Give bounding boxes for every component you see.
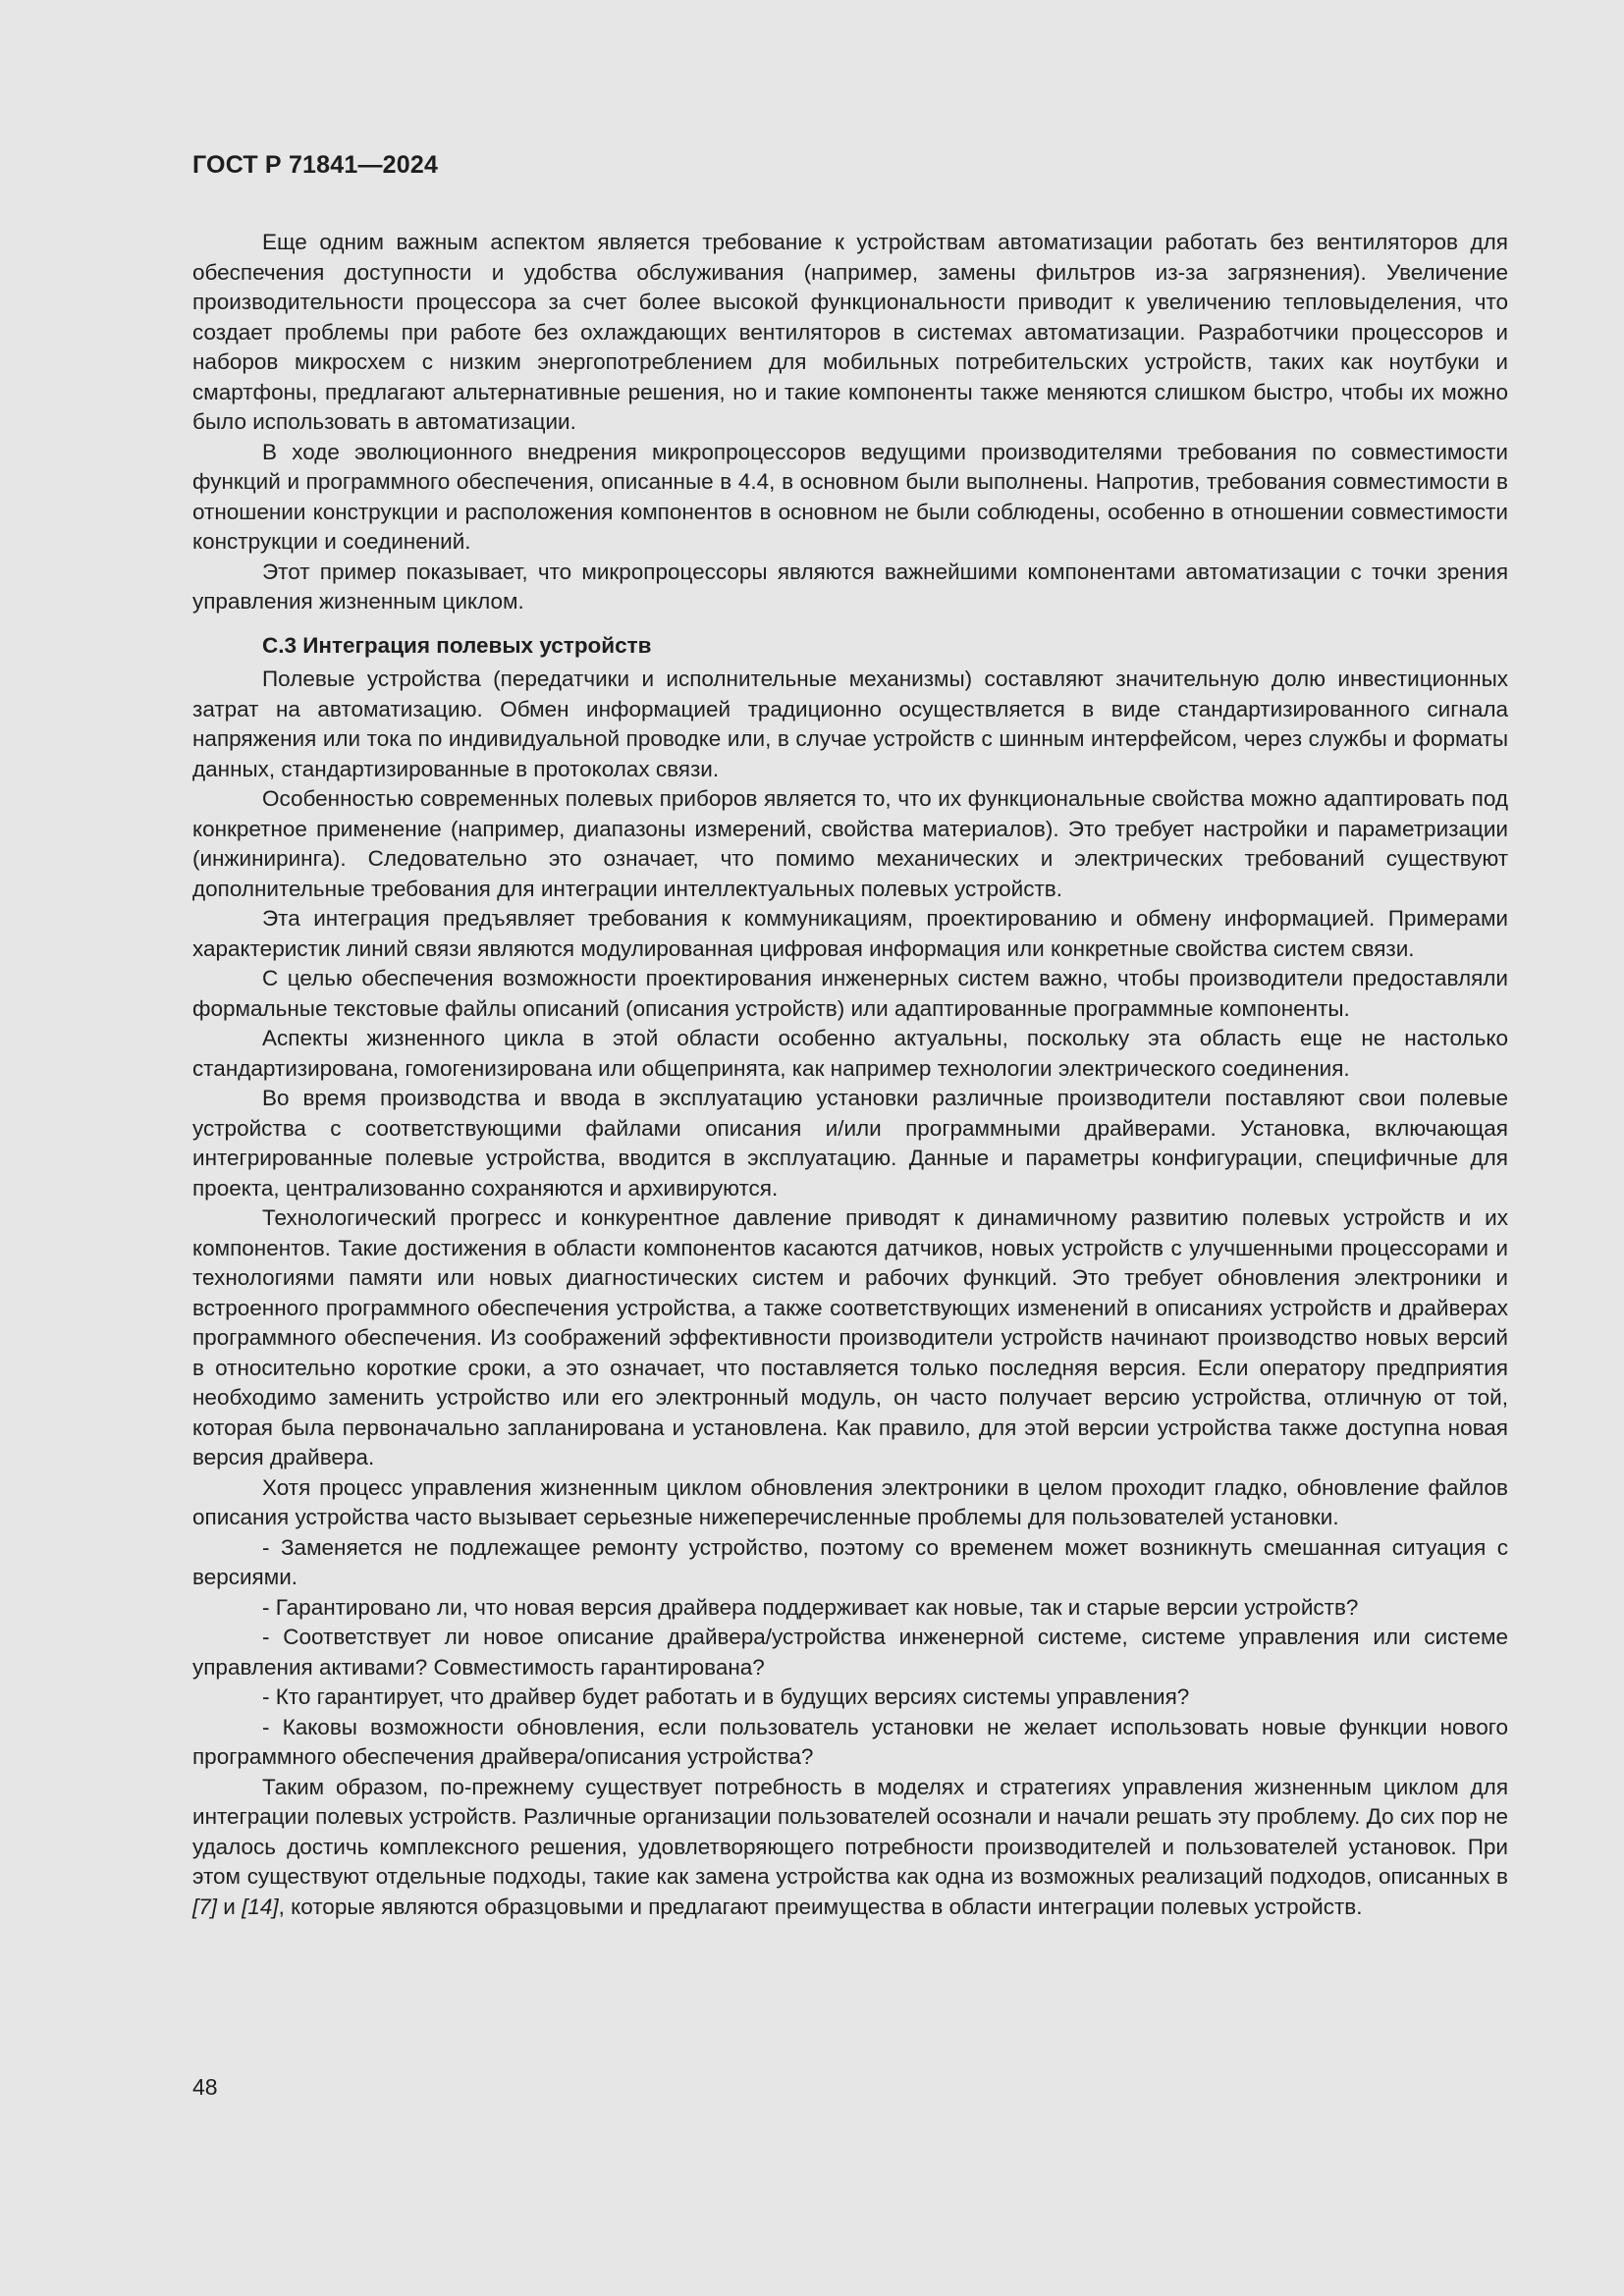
paragraph-conclusion [192, 1773, 1508, 1923]
conclusion-text-before: Таким образом, по-прежнему существует потребность в моделях и стратегиях управления жизненным циклом для интеграции полевых устройств. Различные организации пользователей осознали и начали решать эту проблему. До сих пор не удалось достичь комплексного решения, удовлетворяющего потребности производителей и пользователей установок. При этом существуют отдельные подходы, такие как замена устройства как одна из возможных реализаций подходов, описанных в [192, 1774, 1508, 1889]
citation-reference: [7] [192, 1894, 218, 1919]
list-item: - Гарантировано ли, что новая версия драйвера поддерживает как новые, так и старые версии устройств? [262, 1594, 1359, 1620]
list-item: - Заменяется не подлежащее ремонту устройство, поэтому со временем может возникнуть смешанная ситуация с версиями. [192, 1534, 1508, 1589]
paragraph-technological-progress: Технологический прогресс и конкурентное давление приводят к динамичному развитию полевых устройств и их компонентов. Такие достижения в области компонентов касаются датчиков, новых устройств с улучшенными процессорами и технологиями памяти или новых диагностических систем и рабочих функций. Это требует обновления электроники и встроенного программного обеспечения устройства, а также соответствующих изменений в описаниях устройств и драйверах программного обеспечения. Из соображений эффективности производители устройств начинают производство новых версий в относительно короткие сроки, а это означает, что поставляется только последняя версия. Если оператору предприятия необходимо заменить устройство или его электронный модуль, он часто получает версию устройства, отличную от той, которая была первоначально запланирована и установлена. Как правило, для этой версии устройства также доступна новая версия драйвера. [192, 1205, 1508, 1469]
list-item: - Кто гарантирует, что драйвер будет работать и в будущих версиях системы управления? [262, 1684, 1190, 1709]
problem-list [192, 1533, 1508, 1773]
conclusion-text-after: , которые являются образцовыми и предлагают преимущества в области интеграции полевых устройств. [278, 1894, 1363, 1919]
citation-reference: [14] [242, 1894, 279, 1919]
paragraph-update-problems: Хотя процесс управления жизненным циклом обновления электроники в целом проходит гладко, обновление файлов описания устройства часто вызывает серьезные нижеперечисленные проблемы для пользователей установки. [192, 1474, 1508, 1529]
paragraph-field-devices: Полевые устройства (передатчики и исполнительные механизмы) составляют значительную долю инвестиционных затрат на автоматизацию. Обмен информацией традиционно осуществляется в виде стандартизированного сигнала напряжения или тока по индивидуальной проводке или, в случае устройств с шинным интерфейсом, через службы и форматы данных, стандартизированные в протоколах связи. [192, 667, 1508, 781]
paragraph-commissioning: Во время производства и ввода в эксплуатацию установки различные производители поставляют свои полевые устройства с соответствующими файлами описания и/или программными драйверами. Установка, включающая интегрированные полевые устройства, вводится в эксплуатацию. Данные и параметры конфигурации, специфичные для проекта, централизованно сохраняются и архивируются. [192, 1086, 1508, 1201]
list-item: - Соответствует ли новое описание драйвера/устройства инженерной системе, системе управления или системе управления активами? Совместимость гарантирована? [192, 1625, 1508, 1680]
document-page [192, 147, 1508, 1922]
list-item: - Каковы возможности обновления, если пользователь установки не желает использовать новые функции нового программного обеспечения драйвера/описания устройства? [192, 1714, 1508, 1769]
paragraph-adaptation: Особенностью современных полевых приборов является то, что их функциональные свойства можно адаптировать под конкретное применение (например, диапазоны измерений, свойства материалов). Это требует настройки и параметризации (инжиниринга). Следовательно это означает, что помимо механических и электрических требований существуют дополнительные требования для интеграции интеллектуальных полевых устройств. [192, 786, 1508, 901]
paragraph-compatibility: В ходе эволюционного внедрения микропроцессоров ведущими производителями требования по совместимости функций и программного обеспечения, описанные в 4.4, в основном были выполнены. Напротив, требования совместимости в отношении конструкции и расположения компонентов в основном не были соблюдены, особенно в отношении совместимости конструкции и соединений. [192, 439, 1508, 554]
paragraph-fanless-requirement: Еще одним важным аспектом является требование к устройствам автоматизации работать без вентиляторов для обеспечения доступности и удобства обслуживания (например, замены фильтров из-за загрязнения). Увеличение производительности процессора за счет более высокой функциональности приводит к увеличению тепловыделения, что создает проблемы при работе без охлаждающих вентиляторов в системах автоматизации. Разработчики процессоров и наборов микросхем с низким энергопотреблением для мобильных потребительских устройств, таких как ноутбуки и смартфоны, предлагают альтернативные решения, но и такие компоненты также меняются слишком быстро, чтобы их можно было использовать в автоматизации. [192, 230, 1508, 434]
paragraph-microprocessor-example: Этот пример показывает, что микропроцессоры являются важнейшими компонентами автоматизации с точки зрения управления жизненным циклом. [192, 559, 1508, 614]
paragraph-lifecycle-aspects: Аспекты жизненного цикла в этой области особенно актуальны, поскольку эта область еще не настолько стандартизирована, гомогенизирована или общепринята, как например технологии электрического соединения. [192, 1026, 1508, 1081]
page-number: 48 [192, 2074, 218, 2100]
conclusion-text-between: и [217, 1894, 243, 1919]
paragraph-integration-requirements: Эта интеграция предъявляет требования к коммуникациям, проектированию и обмену информацией. Примерами характеристик линий связи являются модулированная цифровая информация или конкретные свойства систем связи. [192, 906, 1508, 961]
section-heading-c3: С.3 Интеграция полевых устройств [262, 632, 652, 658]
paragraph-engineering-files: С целью обеспечения возможности проектирования инженерных систем важно, чтобы производители предоставляли формальные текстовые файлы описаний (описания устройств) или адаптированные программные компоненты. [192, 966, 1508, 1021]
document-code-header: ГОСТ Р 71841—2024 [192, 151, 439, 179]
